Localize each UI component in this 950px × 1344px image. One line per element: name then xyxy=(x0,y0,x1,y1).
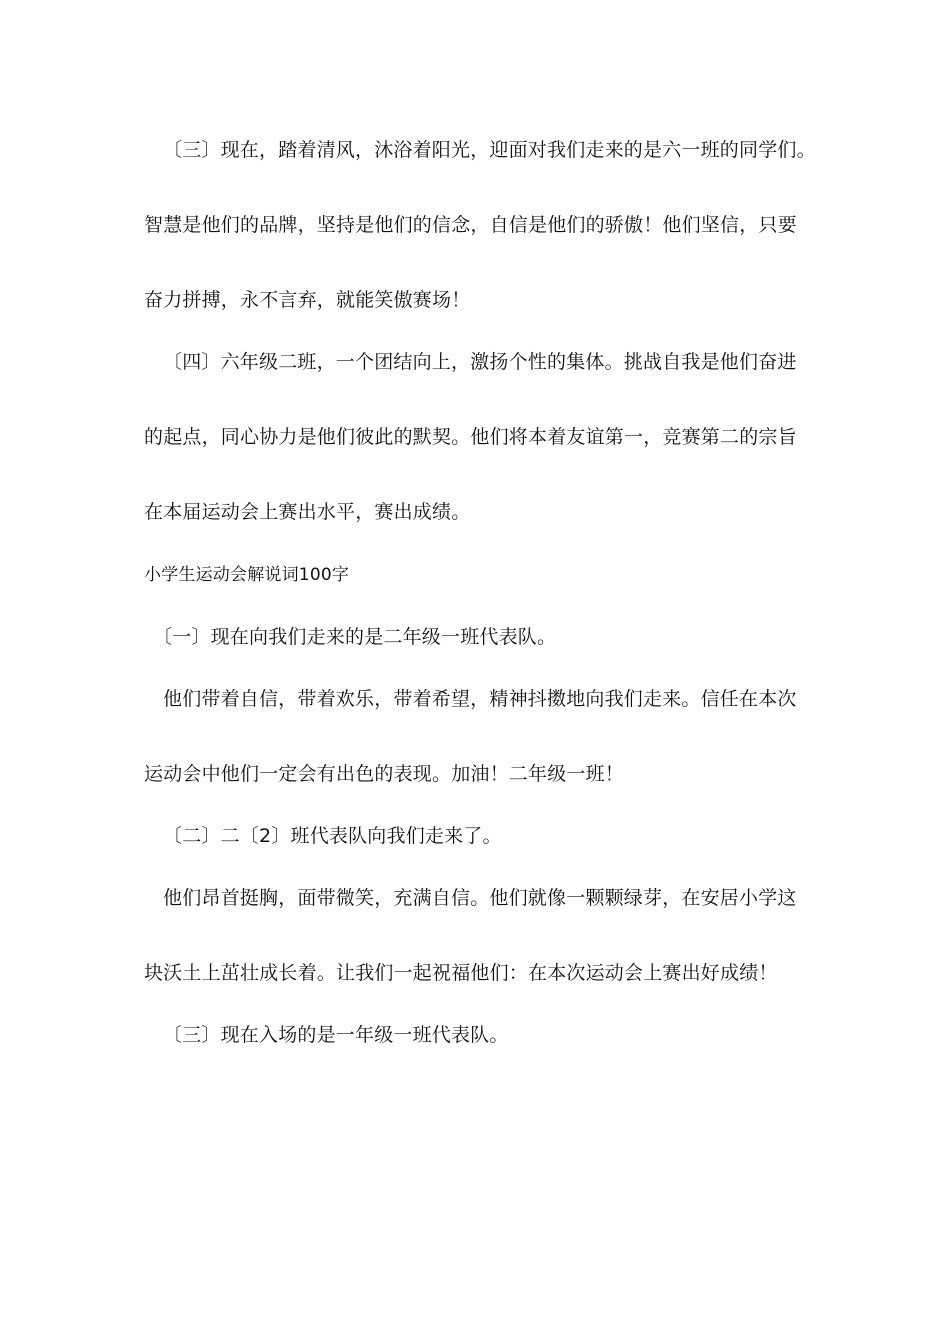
paragraph-line-10: 〔二〕二〔2〕班代表队向我们走来了。 xyxy=(163,825,502,847)
paragraph-line-13: 〔三〕现在入场的是一年级一班代表队。 xyxy=(163,1024,509,1046)
paragraph-line-3: 奋力拼搏，永不言弃，就能笑傲赛场！ xyxy=(144,289,471,311)
paragraph-line-9: 运动会中他们一定会有出色的表现。加油！二年级一班！ xyxy=(144,763,625,785)
paragraph-line-4: 〔四〕六年级二班，一个团结向上，激扬个性的集体。挑战自我是他们奋进 xyxy=(163,351,797,373)
paragraph-line-8: 他们带着自信，带着欢乐，带着希望，精神抖擞地向我们走来。信任在本次 xyxy=(163,688,797,710)
paragraph-line-12: 块沃土上茁壮成长着。让我们一起祝福他们：在本次运动会上赛出好成绩！ xyxy=(144,962,778,984)
paragraph-line-2: 智慧是他们的品牌，坚持是他们的信念，自信是他们的骄傲！他们坚信，只要 xyxy=(144,214,797,236)
paragraph-line-7: 〔一〕现在向我们走来的是二年级一班代表队。 xyxy=(153,626,557,648)
paragraph-line-5: 的起点，同心协力是他们彼此的默契。他们将本着友谊第一，竞赛第二的宗旨 xyxy=(144,426,797,448)
paragraph-line-1: 〔三〕现在，踏着清风，沐浴着阳光，迎面对我们走来的是六一班的同学们。 xyxy=(163,139,816,161)
paragraph-line-6: 在本届运动会上赛出水平，赛出成绩。 xyxy=(144,501,471,523)
section-heading: 小学生运动会解说词100字 xyxy=(144,565,350,585)
paragraph-line-11: 他们昂首挺胸，面带微笑，充满自信。他们就像一颗颗绿芽，在安居小学这 xyxy=(163,887,797,909)
